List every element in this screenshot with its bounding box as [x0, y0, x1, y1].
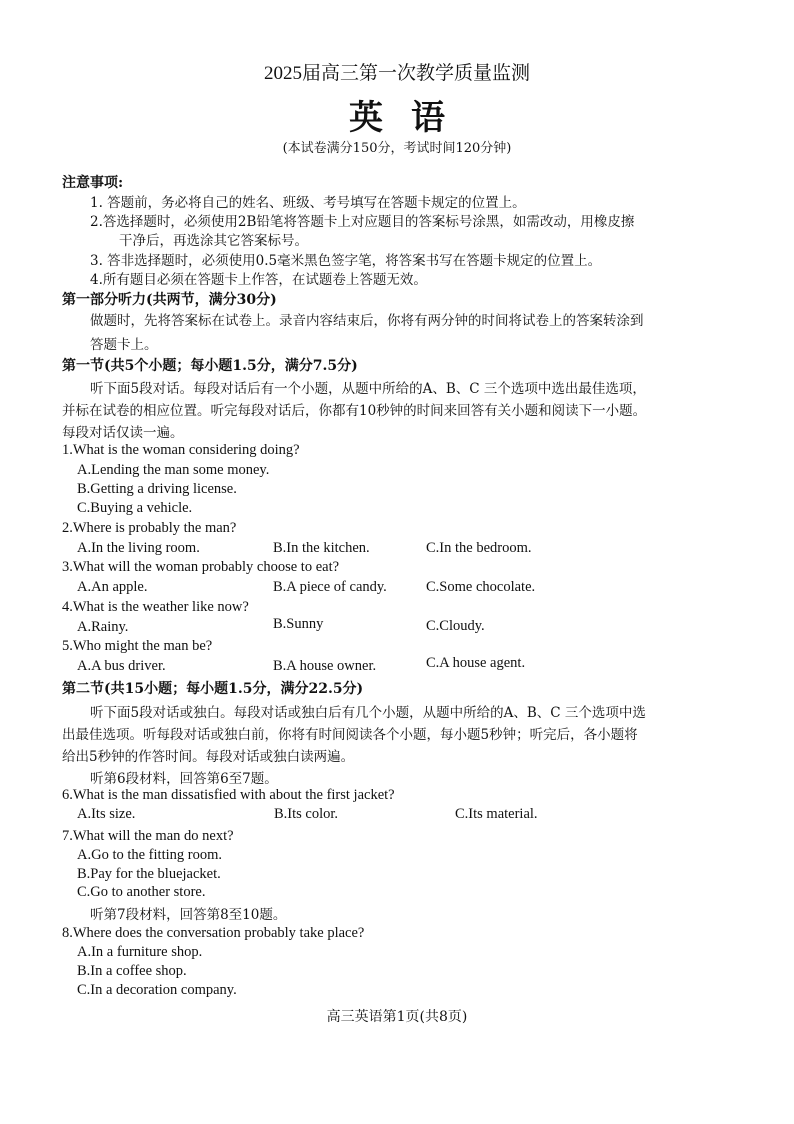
question-stem: 6.What is the man dissatisfied with about the first jacket? [62, 787, 395, 803]
option-b: B.A piece of candy. [273, 579, 387, 595]
part1-intro: 答题卡上。 [90, 337, 158, 353]
option-b: B.Getting a driving license. [77, 481, 237, 497]
option-b: B.In a coffee shop. [77, 963, 187, 979]
option-a: A.In a furniture shop. [77, 944, 203, 960]
option-c: C.Some chocolate. [426, 579, 536, 595]
option-a: A.Its size. [77, 806, 136, 822]
question-stem: 8.Where does the conversation probably take place? [62, 925, 365, 941]
question-stem: 1.What is the woman considering doing? [62, 442, 300, 458]
option-c: C.In a decoration company. [77, 982, 237, 998]
option-c: C.Its material. [455, 806, 538, 822]
option-a: A.An apple. [77, 579, 148, 595]
option-b: B.Sunny [273, 616, 324, 632]
material-note: 听第6段材料，回答第6至7题。 [90, 771, 278, 787]
subject-heading: 英语 [349, 98, 473, 138]
page-footer: 高三英语第1页(共8页) [326, 1009, 468, 1025]
section1-intro: 每段对话仅读一遍。 [62, 425, 184, 441]
option-a: A.Go to the fitting room. [77, 847, 222, 863]
section2-heading: 第二节(共15小题；每小题1.5分，满分22.5分) [62, 681, 364, 697]
question-stem: 7.What will the man do next? [62, 828, 234, 844]
section1-heading: 第一节(共5个小题；每小题1.5分，满分7.5分) [62, 358, 358, 374]
question-stem: 3.What will the woman probably choose to eat? [62, 559, 340, 575]
option-c: C.Cloudy. [426, 618, 485, 634]
option-a: A.A bus driver. [77, 658, 166, 674]
option-b: B.Its color. [274, 806, 339, 822]
option-c: C.Go to another store. [77, 884, 206, 900]
question-stem: 4.What is the weather like now? [62, 599, 249, 615]
notice-heading: 注意事项: [62, 175, 124, 191]
option-c: C.In the bedroom. [426, 540, 532, 556]
notice-item: 2.答选择题时，必须使用2B铅笔将答题卡上对应题目的答案标号涂黑，如需改动，用橡皮擦 [90, 214, 635, 230]
material-note: 听第7段材料，回答第8至10题。 [90, 907, 287, 923]
section1-intro: 并标在试卷的相应位置。听完每段对话后，你都有10秒钟的时间来回答有关小题和阅读下一小题。 [62, 403, 647, 419]
part1-heading: 第一部分听力(共两节，满分30分) [62, 292, 277, 308]
option-b: B.A house owner. [273, 658, 377, 674]
section1-intro: 听下面5段对话。每段对话后有一个小题，从题中所给的A、B、C 三个选项中选出最佳选项， [90, 381, 646, 397]
option-a: A.Lending the man some money. [77, 462, 270, 478]
section2-intro: 给出5秒钟的作答时间。每段对话或独白读两遍。 [62, 749, 355, 765]
option-b: B.Pay for the bluejacket. [77, 866, 221, 882]
option-a: A.Rainy. [77, 619, 129, 635]
part1-intro: 做题时，先将答案标在试卷上。录音内容结束后，你将有两分钟的时间将试卷上的答案转涂到 [90, 313, 644, 329]
notice-item: 3. 答非选择题时，必须使用0.5毫米黑色签字笔，将答案书写在答题卡规定的位置上。 [90, 253, 602, 269]
section2-intro: 出最佳选项。听每段对话或独白前，你将有时间阅读各个小题，每小题5秒钟；听完后，各小题将 [62, 727, 638, 743]
notice-item: 干净后，再选涂其它答案标号。 [119, 233, 308, 249]
exam-title: 2025届高三第一次教学质量监测 [263, 63, 530, 84]
exam-meta: (本试卷满分150分，考试时间120分钟) [282, 141, 512, 156]
section2-intro: 听下面5段对话或独白。每段对话或独白后有几个小题，从题中所给的A、B、C 三个选项中选 [90, 705, 646, 721]
notice-item: 1. 答题前，务必将自己的姓名、班级、考号填写在答题卡规定的位置上。 [90, 195, 526, 211]
option-a: A.In the living room. [77, 540, 200, 556]
option-c: C.A house agent. [426, 655, 526, 671]
question-stem: 5.Who might the man be? [62, 638, 213, 654]
option-c: C.Buying a vehicle. [77, 500, 193, 516]
notice-item: 4.所有题目必须在答题卡上作答，在试题卷上答题无效。 [90, 272, 427, 288]
option-b: B.In the kitchen. [273, 540, 370, 556]
question-stem: 2.Where is probably the man? [62, 520, 237, 536]
